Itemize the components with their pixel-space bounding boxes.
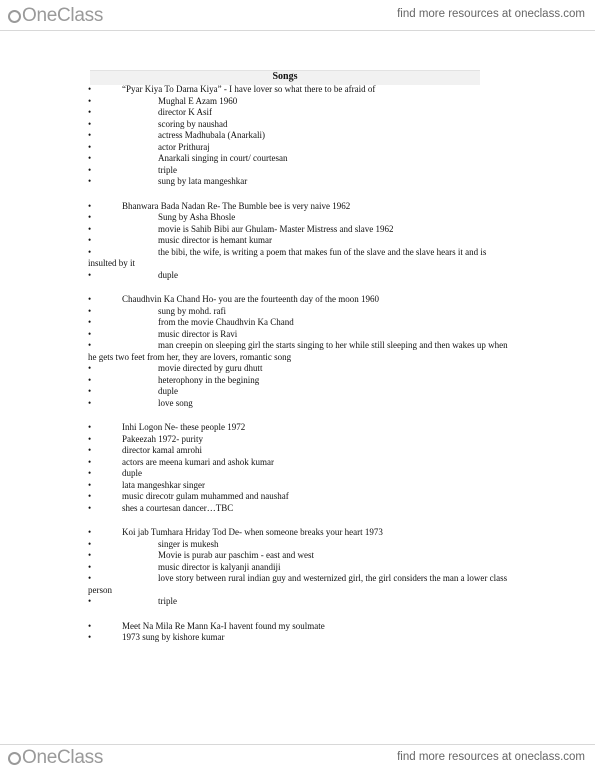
bullet-icon: • (88, 164, 92, 175)
item-text: music director is hemant kumar (158, 235, 272, 245)
song-detail-item (88, 375, 508, 387)
song-detail-item (88, 212, 508, 224)
bullet-icon: • (88, 573, 92, 583)
bullet-icon: • (88, 328, 92, 339)
bullet-icon: • (88, 374, 92, 385)
bullet-icon: • (88, 294, 92, 304)
song-heading-item (88, 434, 508, 446)
logo-ring-icon (8, 752, 21, 765)
item-text: Movie is purab aur paschim - east and west (158, 550, 314, 560)
item-text: music director is kalyanji anandiji (158, 561, 281, 572)
item-text: movie directed by guru dhutt (158, 363, 263, 373)
header-divider (0, 30, 595, 31)
bullet-icon: • (88, 153, 92, 163)
song-detail-item (88, 153, 508, 165)
item-text: music direcotr gulam muhammed and naushaf (122, 491, 289, 501)
item-text: lata mangeshkar singer (122, 479, 205, 490)
bullet-icon: • (88, 433, 92, 444)
bullet-icon: • (88, 538, 92, 549)
bullet-icon: • (88, 632, 92, 642)
item-text: director kamal amrohi (122, 445, 202, 455)
bullet-icon: • (88, 386, 92, 396)
page-header (0, 0, 595, 30)
song-heading-item (88, 621, 508, 633)
song-heading-item (88, 201, 508, 213)
song-group (88, 294, 508, 409)
logo-ring-icon (8, 10, 21, 23)
bullet-icon: • (88, 212, 92, 222)
song-detail-item (88, 107, 508, 119)
item-text: scoring by naushad (158, 118, 228, 129)
bullet-icon: • (88, 95, 92, 106)
song-detail-item (88, 176, 508, 188)
oneclass-logo[interactable] (8, 5, 103, 27)
item-text: Mughal E Azam 1960 (158, 95, 238, 106)
item-text: sung by lata mangeshkar (158, 176, 248, 186)
bullet-icon: • (88, 596, 92, 606)
song-detail-item (88, 270, 508, 282)
song-heading-item (88, 480, 508, 492)
song-detail-item (88, 235, 508, 247)
song-detail-item (88, 539, 508, 551)
bullet-icon: • (88, 176, 92, 186)
item-text: Chaudhvin Ka Chand Ho- you are the fourteenth day of the moon 1960 (122, 294, 379, 304)
item-text: Sung by Asha Bhosle (158, 212, 236, 222)
item-text: director K Asif (158, 107, 212, 117)
bullet-icon: • (88, 620, 92, 631)
item-text: love song (158, 397, 193, 408)
item-text: “Pyar Kiya To Darna Kiya” - I have lover so what there to be afraid of (122, 84, 376, 94)
item-text: triple (158, 164, 177, 175)
bullet-icon: • (88, 491, 92, 501)
item-text: Meet Na Mila Re Mann Ka-I havent found my soulmate (122, 620, 325, 631)
song-group (88, 621, 508, 644)
item-text: Koi jab Tumhara Hriday Tod De- when someone breaks your heart 1973 (122, 527, 383, 537)
bullet-icon: • (88, 397, 92, 408)
song-detail-item (88, 363, 508, 375)
bullet-icon: • (88, 527, 92, 537)
song-group (88, 84, 508, 188)
song-heading-item (88, 527, 508, 539)
bullet-icon: • (88, 445, 92, 455)
song-detail-item (88, 119, 508, 131)
item-text: man creepin on sleeping girl the starts singing to her while still sleeping and then wakes up when he gets two feet from her, they are lovers, romantic song (88, 340, 508, 362)
song-heading-item (88, 468, 508, 480)
oneclass-logo-footer[interactable] (8, 747, 103, 769)
song-detail-item (88, 142, 508, 154)
bullet-icon: • (88, 107, 92, 117)
song-detail-item (88, 573, 508, 596)
item-text: actress Madhubala (Anarkali) (158, 130, 265, 140)
song-group (88, 527, 508, 608)
bullet-icon: • (88, 561, 92, 572)
bullet-icon: • (88, 456, 92, 467)
document-title: Songs (272, 71, 298, 82)
item-text: singer is mukesh (158, 538, 219, 549)
bullet-icon: • (88, 141, 92, 152)
resources-link-footer[interactable]: find more resources at oneclass.com (397, 751, 585, 763)
song-detail-item (88, 596, 508, 608)
bullet-icon: • (88, 340, 92, 350)
logo-text: OneClass (22, 747, 104, 768)
bullet-icon: • (88, 317, 92, 327)
item-text: Bhanwara Bada Nadan Re- The Bumble bee is very naive 1962 (122, 200, 351, 211)
bullet-icon: • (88, 479, 92, 490)
song-detail-item (88, 224, 508, 236)
song-detail-item (88, 562, 508, 574)
item-text: actor Prithuraj (158, 141, 210, 152)
song-detail-item (88, 340, 508, 363)
item-text: music director is Ravi (158, 328, 238, 339)
bullet-icon: • (88, 235, 92, 245)
item-text: Pakeezah 1972- purity (122, 433, 203, 444)
song-detail-item (88, 329, 508, 341)
bullet-icon: • (88, 422, 92, 432)
bullet-icon: • (88, 550, 92, 560)
song-detail-item (88, 130, 508, 142)
song-heading-item (88, 491, 508, 503)
song-detail-item (88, 165, 508, 177)
item-text: love story between rural indian guy and westernized girl, the girl considers the man a lower class person (88, 573, 508, 595)
bullet-icon: • (88, 223, 92, 234)
song-detail-item (88, 317, 508, 329)
page-footer (0, 744, 595, 770)
item-text: duple (158, 386, 178, 396)
song-heading-item (88, 84, 508, 96)
bullet-icon: • (88, 246, 92, 257)
item-text: actors are meena kumari and ashok kumar (122, 456, 274, 467)
item-text: sung by mohd. rafi (158, 305, 226, 316)
bullet-icon: • (88, 130, 92, 140)
song-group (88, 422, 508, 514)
item-text: Inhi Logon Ne- these people 1972 (122, 422, 246, 432)
song-heading-item (88, 457, 508, 469)
song-detail-item (88, 398, 508, 410)
item-text: heterophony in the begining (158, 374, 260, 385)
bullet-icon: • (88, 118, 92, 129)
item-text: the bibi, the wife, is writing a poem that makes fun of the slave and the slave hears it and is insulted by it (88, 246, 487, 268)
item-text: from the movie Chaudhvin Ka Chand (158, 317, 294, 327)
song-heading-item (88, 445, 508, 457)
bullet-icon: • (88, 502, 92, 513)
item-text: 1973 sung by kishore kumar (122, 632, 225, 642)
item-text: duple (158, 269, 178, 280)
song-detail-item (88, 306, 508, 318)
item-text: triple (158, 596, 177, 606)
bullet-icon: • (88, 84, 92, 94)
logo-text: OneClass (22, 5, 104, 26)
bullet-icon: • (88, 468, 92, 478)
item-text: duple (122, 468, 142, 478)
song-heading-item (88, 632, 508, 644)
bullet-icon: • (88, 200, 92, 211)
song-detail-item (88, 550, 508, 562)
item-text: shes a courtesan dancer…TBC (122, 502, 234, 513)
song-heading-item (88, 294, 508, 306)
song-heading-item (88, 503, 508, 515)
song-group (88, 201, 508, 282)
song-detail-item (88, 386, 508, 398)
item-text: movie is Sahib Bibi aur Ghulam- Master Mistress and slave 1962 (158, 223, 394, 234)
bullet-icon: • (88, 269, 92, 280)
notes-list (88, 84, 508, 657)
resources-link[interactable]: find more resources at oneclass.com (397, 8, 585, 20)
item-text: Anarkali singing in court/ courtesan (158, 153, 288, 163)
bullet-icon: • (88, 305, 92, 316)
song-detail-item (88, 96, 508, 108)
song-heading-item (88, 422, 508, 434)
bullet-icon: • (88, 363, 92, 373)
song-detail-item (88, 247, 508, 270)
